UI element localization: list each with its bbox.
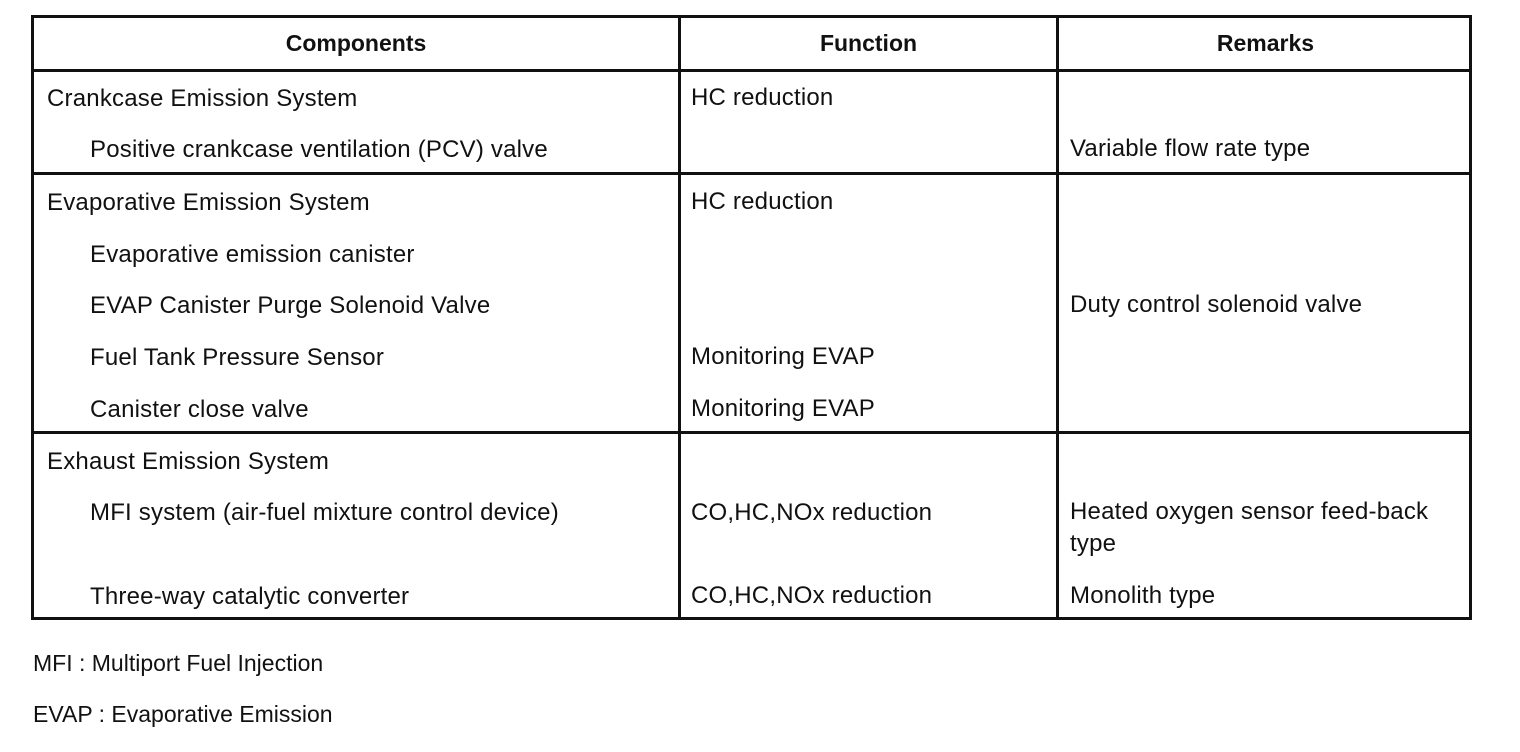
header-function: Function (819, 30, 918, 56)
column-divider (678, 18, 681, 617)
evaporative-system-function: HC reduction (691, 188, 834, 215)
pcv-valve-label: Positive crankcase ventilation (PCV) valve (90, 136, 548, 163)
purge-valve-remark: Duty control solenoid valve (1070, 291, 1363, 318)
pressure-sensor-label: Fuel Tank Pressure Sensor (90, 344, 385, 371)
canister-label: Evaporative emission canister (90, 241, 415, 268)
emission-components-table (31, 15, 1472, 620)
crankcase-system-function: HC reduction (691, 84, 834, 111)
footnote-mfi: MFI : Multiport Fuel Injection (33, 650, 324, 676)
footnote-evap: EVAP : Evaporative Emission (33, 701, 333, 727)
purge-valve-label: EVAP Canister Purge Solenoid Valve (90, 292, 491, 319)
header-remarks: Remarks (1216, 30, 1315, 56)
close-valve-function: Monitoring EVAP (691, 395, 875, 422)
mfi-system-remark: Heated oxygen sensor feed-back type (1070, 498, 1429, 557)
crankcase-system-label: Crankcase Emission System (47, 85, 358, 112)
catalytic-converter-remark: Monolith type (1070, 582, 1216, 609)
pcv-valve-remark: Variable flow rate type (1070, 135, 1311, 162)
close-valve-label: Canister close valve (90, 396, 309, 423)
header-components: Components (285, 30, 427, 56)
exhaust-system-label: Exhaust Emission System (47, 448, 330, 475)
pressure-sensor-function: Monitoring EVAP (691, 343, 875, 370)
mfi-system-label: MFI system (air-fuel mixture control device) (90, 499, 559, 526)
section-divider (34, 172, 1469, 175)
header-divider (34, 69, 1469, 72)
evaporative-system-label: Evaporative Emission System (47, 189, 370, 216)
catalytic-converter-label: Three-way catalytic converter (90, 583, 410, 610)
column-divider (1056, 18, 1059, 617)
catalytic-converter-function: CO,HC,NOx reduction (691, 582, 933, 609)
mfi-system-function: CO,HC,NOx reduction (691, 499, 933, 526)
section-divider (34, 431, 1469, 434)
